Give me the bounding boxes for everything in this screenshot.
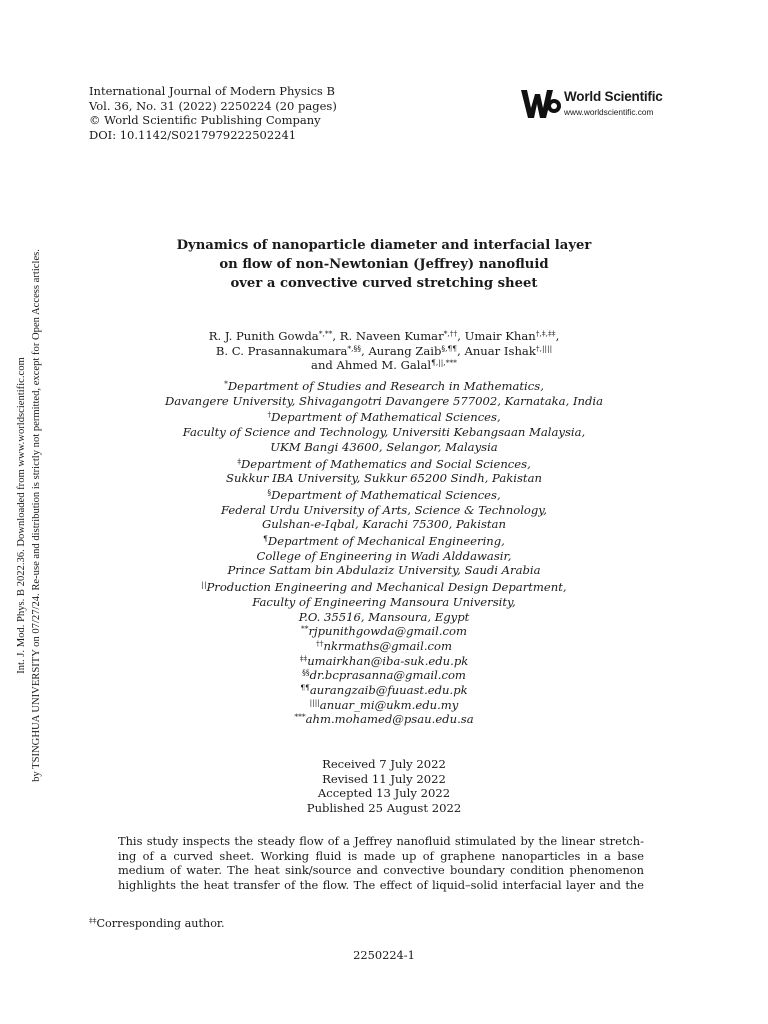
abstract-line: This study inspects the steady flow of a Jeffrey nanofluid stimulated by the linear stretch- <box>118 834 644 848</box>
author: Aurang Zaib§,¶¶, <box>368 343 465 358</box>
title-line-2: on flow of non-Newtonian (Jeffrey) nanofluid <box>219 257 549 272</box>
abstract-line: medium of water. The heat sink/source and convective boundary condition phenomenon <box>118 863 644 877</box>
email-item[interactable]: §§dr.bcprasanna@gmail.com <box>302 668 466 683</box>
revised-date: Revised 11 July 2022 <box>322 771 446 786</box>
affiliation: §Department of Mathematical Sciences, Federal Urdu University of Arts, Science & Technology, Gulshan-e-Iqbal, Karachi 75300, Pakistan <box>220 487 547 532</box>
paper-title <box>100 236 668 293</box>
email-item[interactable]: **rjpunithgowda@gmail.com <box>301 624 467 639</box>
received-date: Received 7 July 2022 <box>322 757 446 771</box>
author: R. J. Punith Gowda*,**, <box>208 329 340 343</box>
title-line-3: over a convective curved stretching sheet <box>230 276 538 291</box>
logo-name: World Scientific <box>564 89 663 104</box>
download-sidebar <box>14 218 46 813</box>
journal-header <box>89 84 337 142</box>
email-item[interactable]: ¶¶aurangzaib@fuuast.edu.pk <box>300 683 468 698</box>
published-date: Published 25 August 2022 <box>306 801 462 816</box>
email-item[interactable]: ‡‡umairkhan@iba-suk.edu.pk <box>299 653 469 668</box>
affiliation: *Department of Studies and Research in Mathematics, Davangere University, Shivagangotri Davangere 577002, Karnataka, India <box>164 379 604 408</box>
publication-dates <box>100 757 668 816</box>
footnote-text: Corresponding author. <box>96 917 225 930</box>
logo-url[interactable]: www.worldscientific.com <box>564 107 654 117</box>
affiliations <box>100 379 668 727</box>
affiliation: ||Production Engineering and Mechanical Design Department, Faculty of Engineering Mansoura University, P.O. 35516, Mansoura, Egypt <box>201 580 567 624</box>
doi-line: DOI: 10.1142/S0217979222502241 <box>89 127 297 142</box>
affiliation: ‡Department of Mathematics and Social Sciences, Sukkur IBA University, Sukkur 65200 Sindh, Pakistan <box>226 456 542 486</box>
sidebar-line-2: by TSINGHUA UNIVERSITY on 07/27/24. Re-use and distribution is strictly not permitted, except for Open Access articles. <box>31 249 42 782</box>
title-line-1: Dynamics of nanoparticle diameter and interfacial layer <box>176 238 592 253</box>
page-number: 2250224-1 <box>353 948 415 962</box>
sidebar-line-1: Int. J. Mod. Phys. B 2022.36. Downloaded from www.worldscientific.com <box>16 357 27 674</box>
footnote-mark: ‡‡ <box>89 916 97 925</box>
publisher-logo[interactable] <box>520 86 678 122</box>
footnote <box>89 917 225 930</box>
author-list <box>100 329 668 373</box>
author: B. C. Prasannakumara*,§§, <box>215 343 369 358</box>
copyright-line: © World Scientific Publishing Company <box>89 113 321 128</box>
email-item[interactable]: ††nkrmaths@gmail.com <box>315 638 452 653</box>
world-scientific-logo-icon <box>520 86 562 120</box>
volume-line: Vol. 36, No. 31 (2022) 2250224 (20 pages) <box>89 98 337 113</box>
email-list <box>100 624 668 727</box>
abstract-line: ing of a curved sheet. Working fluid is made up of graphene nanoparticles in a base <box>118 848 644 863</box>
author: and Ahmed M. Galal¶,||,*** <box>311 358 457 373</box>
affiliation: †Department of Mathematical Sciences, Faculty of Science and Technology, Universiti Kebangsaan Malaysia, UKM Bangi 43600, Selangor, Malaysia <box>182 410 586 454</box>
abstract-line: highlights the heat transfer of the flow. The effect of liquid–solid interfacial layer and the <box>118 877 644 892</box>
author: Anuar Ishak†,|||| <box>464 343 553 358</box>
email-item[interactable]: ***ahm.mohamed@psau.edu.sa <box>294 712 474 727</box>
author: R. Naveen Kumar*,††, <box>339 329 465 343</box>
accepted-date: Accepted 13 July 2022 <box>317 786 451 801</box>
author: Umair Khan†,‡,‡‡, <box>464 329 560 343</box>
email-item[interactable]: ||||anuar_mi@ukm.edu.my <box>309 697 459 712</box>
affiliation: ¶Department of Mechanical Engineering, College of Engineering in Wadi Alddawasir, Prince Sattam bin Abdulaziz University, Saudi Arabia <box>227 534 541 578</box>
journal-name: International Journal of Modern Physics B <box>89 84 335 98</box>
abstract <box>118 834 644 892</box>
